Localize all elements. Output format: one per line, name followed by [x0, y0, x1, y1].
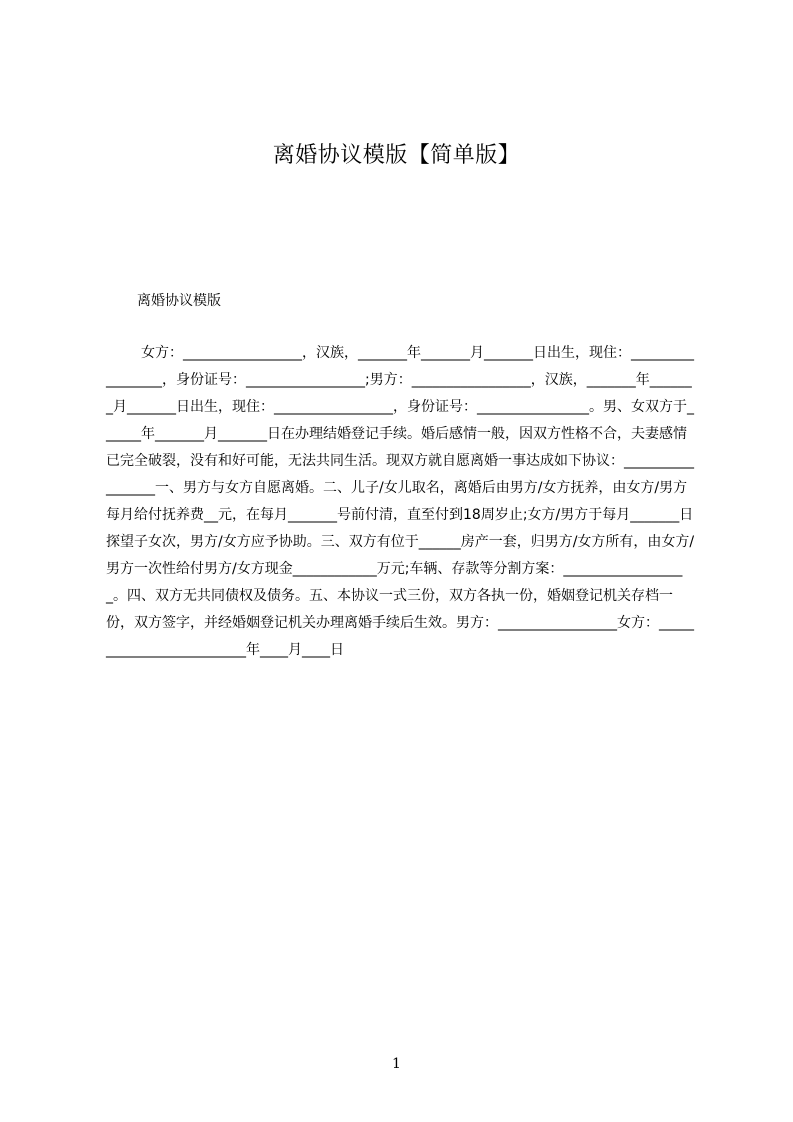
document-subtitle: 离婚协议模版 [137, 293, 221, 309]
agreement-body-text: 女方：_________________，汉族，_______年_______月_______日出生，现住：_________________，身份证号：_________________;男方：_________________，汉族，_______年_______月_______日出生，现住：_________________，身份证号：________________。男、女双方于______年_______月_______日在办理结婚登记手续。婚后感情一般，因双方性格不合，夫妻感情已完全破裂，没有和好可能，无法共同生活。现双方就自愿离婚一事达成如下协议：_________________一、男方与女方自愿离婚。二、儿子/女儿取名，离婚后由男方/女方抚养，由女方/男方每月给付抚养费__元，在每月_______号前付清，直至付到18周岁止;女方/男方于每月_______日探望子女次，男方/女方应予协助。三、双方有位于______房产一套，归男方/女方所有，由女方/男方一次性给付男方/女方现金____________万元;车辆、存款等分割方案：__________________。四、双方无共同债权及债务。五、本协议一式三份，双方各执一份，婚姻登记机关存档一份，双方签字，并经婚姻登记机关办理离婚手续后生效。男方：_________________女方：_________________________年____月____日 [106, 345, 695, 658]
page-number: 1 [392, 1056, 401, 1072]
document-title: 离婚协议模版【简单版】 [272, 143, 521, 168]
